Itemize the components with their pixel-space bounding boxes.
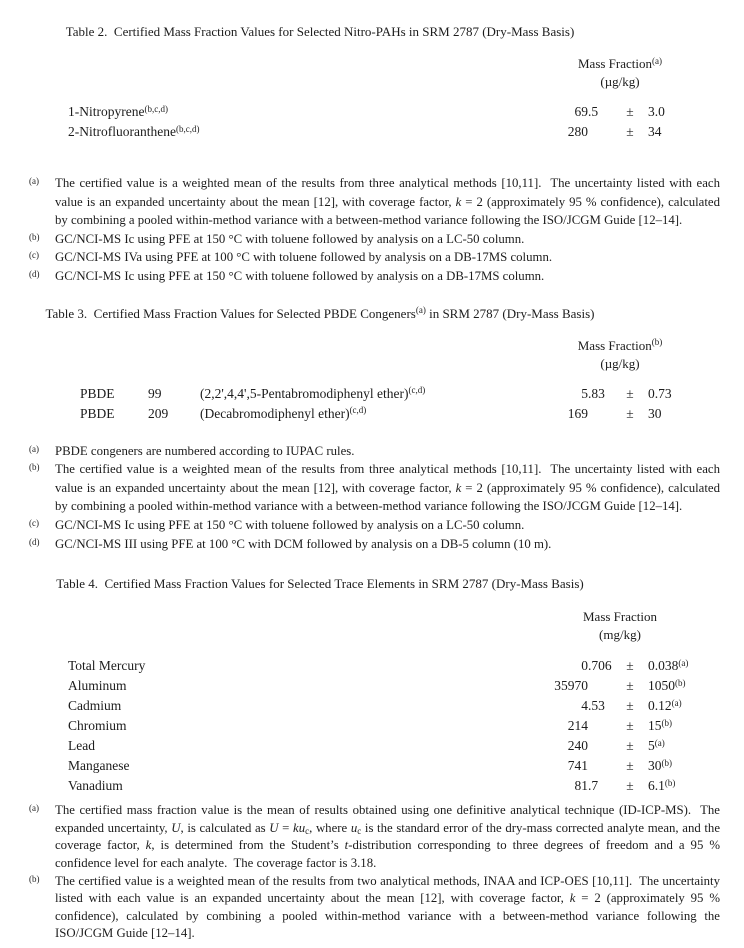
analyte-name — [68, 656, 532, 676]
table-4-section — [0, 574, 744, 943]
value-int: 69 — [574, 104, 588, 119]
uncertainty — [648, 716, 720, 736]
table-4-column-header — [0, 608, 744, 644]
analyte-name — [68, 676, 532, 696]
mass-fraction-label — [520, 55, 720, 73]
value-frac — [588, 676, 612, 696]
footnote — [0, 267, 744, 286]
table-row — [68, 756, 720, 776]
uncertainty-footnote-sup: (a) — [678, 657, 689, 668]
uncertainty-text: 5 — [648, 738, 655, 754]
analyte-text: Manganese — [68, 758, 130, 774]
plus-minus: ± — [626, 758, 634, 774]
footnote-text: The certified value is a weighted mean of the results from three analytical methods [10,11]. The uncertainty listed with each value is an expanded uncertainty about the mean [12], with coverage factor, k = 2 (approximately 95 % confidence), calculated by combining a pooled within-method variance with a between-method variance following the ISO/JCGM Guide [12–14]. — [55, 176, 720, 228]
table-2-section — [0, 0, 744, 286]
table-row — [68, 122, 720, 142]
analyte-name — [68, 122, 532, 142]
footnote — [0, 230, 744, 249]
header-text: Mass Fraction — [577, 56, 653, 71]
value-frac: .5 — [588, 104, 599, 119]
uncertainty — [648, 656, 720, 676]
analyte-text: Chromium — [68, 718, 127, 734]
footnote-marker: (a) — [29, 803, 39, 814]
footnote-text: GC/NCI-MS IVa using PFE at 100 °C with toluene followed by analysis on a DB-17MS column. — [55, 250, 553, 265]
analyte-text: Lead — [68, 738, 95, 754]
table-3-title: Table 3. Certified Mass Fraction Values for Selected PBDE Congeners$^{(a)}$ in SRM 2787 (Dry-Mass Basis) — [45, 305, 595, 321]
table-row — [68, 656, 720, 676]
table-3-column-header — [0, 337, 744, 373]
uncertainty-footnote-sup: (b) — [675, 677, 686, 688]
mass-fraction-header — [520, 337, 720, 373]
value-int: 280 — [567, 124, 588, 139]
table-row — [68, 676, 720, 696]
value-frac: .83 — [588, 385, 605, 401]
header-text: Mass Fraction — [577, 337, 652, 353]
table-4-title: Table 4. Certified Mass Fraction Values for Selected Trace Elements in SRM 2787 (Dry-Mass Basis) — [56, 576, 584, 592]
uncertainty-text: 30 — [648, 758, 662, 774]
uncertainty — [648, 122, 720, 142]
congener-prefix: PBDE — [80, 385, 115, 401]
plus-minus: ± — [626, 698, 634, 714]
analyte-name — [68, 776, 532, 796]
footnote-marker: (c) — [29, 250, 39, 261]
uncertainty — [648, 384, 720, 404]
table-4-footnotes — [0, 802, 744, 943]
value-int: 240 — [567, 738, 588, 754]
analyte-text: 1-Nitropyrene — [68, 104, 145, 119]
table-row — [68, 102, 720, 122]
header-footnote-sup: (a) — [652, 55, 663, 66]
analyte-text: Vanadium — [68, 778, 123, 794]
footnote — [0, 873, 744, 943]
footnote — [0, 535, 744, 554]
footnote — [0, 516, 744, 535]
uncertainty-text: 34 — [648, 124, 662, 139]
analyte-name — [68, 736, 532, 756]
uncertainty-text: 0.12 — [648, 698, 672, 714]
value-frac: .53 — [588, 698, 605, 714]
analyte-text: 2-Nitrofluoranthene — [68, 124, 176, 139]
footnote-marker: (b) — [29, 873, 40, 884]
footnote-marker: (b) — [29, 462, 40, 473]
table-2-title: Table 2. Certified Mass Fraction Values for Selected Nitro-PAHs in SRM 2787 (Dry-Mass Basis) — [65, 24, 575, 39]
footnote-marker: (d) — [29, 268, 40, 279]
value-int: 4 — [581, 698, 588, 714]
table-row — [68, 776, 720, 796]
footnote-marker: (a) — [29, 176, 39, 186]
analyte-footnote-sup: (c,d) — [408, 385, 426, 396]
uncertainty-footnote-sup: (a) — [671, 697, 682, 708]
analyte-text: (Decabromodiphenyl ether) — [200, 405, 350, 421]
value-frac — [588, 122, 612, 142]
plus-minus: ± — [626, 658, 634, 674]
footnote-text: The certified mass fraction value is the mean of results obtained using one definitive analytical technique (ID-ICP-MS). The expanded uncertainty, U, is calculated as $U = ku_c$, where $u_c$ is the standard error of the dry-mass corrected analyte mean, and the coverage factor, k, is determined from the Student’s t-distribution corresponding to three degrees of freedom and a 95 % confidence level for each analyte. The coverage factor is 3.18. — [55, 803, 721, 870]
value-int: 214 — [567, 718, 588, 734]
uncertainty — [648, 696, 720, 716]
table-4-rows — [68, 656, 720, 796]
analyte-name — [68, 716, 532, 736]
analyte-text: Cadmium — [68, 698, 122, 714]
uncertainty-text: 30 — [648, 405, 662, 421]
footnote-marker: (a) — [29, 443, 39, 454]
table-row — [68, 696, 720, 716]
footnote-text: PBDE congeners are numbered according to IUPAC rules. — [55, 443, 355, 458]
value-int: 81 — [574, 778, 588, 794]
uncertainty-text: 1050 — [648, 678, 675, 694]
uncertainty — [648, 676, 720, 696]
table-3-section — [0, 304, 744, 554]
footnote-text: The certified value is a weighted mean of the results from two analytical methods, INAA and ICP-OES [10,11]. The uncertainty listed with each value is an expanded uncertainty about the mean [12], with coverage factor, k = 2 (approximately 95 % confidence), calculated by combining a pooled within-method variance with a between-method variance following the ISO/JCGM Guide [12–14]. — [55, 873, 720, 941]
uncertainty — [648, 756, 720, 776]
footnote — [0, 174, 744, 230]
footnote-text: GC/NCI-MS Ic using PFE at 150 °C with toluene followed by analysis on a LC-50 column. — [55, 231, 525, 246]
footnote — [0, 248, 744, 267]
analyte-name — [68, 384, 532, 404]
footnote-text: GC/NCI-MS III using PFE at 100 °C with DCM followed by analysis on a DB-5 column (10 m). — [55, 536, 552, 551]
table-2-column-header — [0, 55, 744, 91]
footnote-text: GC/NCI-MS Ic using PFE at 150 °C with toluene followed by analysis on a LC-50 column. — [55, 517, 525, 532]
uncertainty-footnote-sup: (b) — [664, 777, 676, 788]
plus-minus: ± — [626, 738, 634, 754]
value-frac — [588, 736, 612, 756]
mass-fraction-header — [520, 55, 720, 91]
unit-label: (mg/kg) — [599, 627, 641, 643]
analyte-footnote-sup: (b,c,d) — [175, 123, 200, 134]
unit-label: (µg/kg) — [600, 74, 640, 89]
plus-minus: ± — [626, 778, 634, 794]
value-frac — [588, 404, 612, 424]
table-2-footnotes — [0, 174, 744, 286]
unit-label: (µg/kg) — [600, 355, 640, 371]
table-row — [68, 716, 720, 736]
value-frac — [588, 716, 612, 736]
plus-minus: ± — [626, 124, 634, 139]
value-frac — [588, 756, 612, 776]
uncertainty — [648, 776, 720, 796]
table-row — [68, 736, 720, 756]
analyte-text: Total Mercury — [68, 658, 146, 674]
value-frac: .7 — [588, 778, 599, 794]
uncertainty-text: 0.73 — [648, 385, 672, 401]
table-row — [68, 404, 720, 424]
plus-minus: ± — [626, 718, 634, 734]
footnote-text: GC/NCI-MS Ic using PFE at 150 °C with toluene followed by analysis on a DB-17MS column. — [55, 268, 545, 283]
plus-minus: ± — [626, 678, 634, 694]
analyte-footnote-sup: (b,c,d) — [144, 103, 168, 114]
value-int: 5 — [581, 385, 588, 401]
footnote-text: The certified value is a weighted mean of the results from three analytical methods [10,11]. The uncertainty listed with each value is an expanded uncertainty about the mean [12], with coverage factor, k = 2 (approximately 95 % confidence), calculated by combining a pooled within-method variance with a between-method variance following the ISO/JCGM Guide [12–14]. — [55, 462, 720, 514]
uncertainty — [648, 404, 720, 424]
value-frac: .706 — [588, 658, 612, 674]
plus-minus: ± — [626, 405, 634, 421]
footnote — [0, 460, 744, 516]
mass-fraction-header — [520, 608, 720, 644]
uncertainty — [648, 736, 720, 756]
table-3-footnotes — [0, 442, 744, 554]
uncertainty-text: 15 — [648, 718, 662, 734]
footnote — [0, 802, 744, 872]
uncertainty — [648, 102, 720, 122]
footnote-marker: (d) — [29, 536, 40, 547]
mass-fraction-label — [520, 337, 720, 355]
analyte-name — [68, 102, 532, 122]
footnote-marker: (b) — [29, 231, 40, 242]
plus-minus: ± — [626, 385, 634, 401]
footnote-marker: (c) — [29, 517, 39, 528]
analyte-text: (2,2',4,4',5-Pentabromodiphenyl ether) — [200, 385, 409, 401]
table-row — [68, 384, 720, 404]
value-int: 169 — [567, 405, 588, 421]
uncertainty-footnote-sup: (a) — [654, 737, 665, 748]
table-2-rows — [68, 102, 720, 142]
analyte-text: Aluminum — [68, 678, 127, 694]
table-3-rows — [68, 384, 720, 424]
header-text: Mass Fraction — [582, 609, 658, 625]
analyte-name — [68, 756, 532, 776]
mass-fraction-label — [520, 608, 720, 626]
congener-number: 209 — [148, 405, 169, 421]
value-int: 0 — [581, 658, 588, 674]
uncertainty-footnote-sup: (b) — [661, 757, 672, 768]
header-footnote-sup: (b) — [651, 337, 663, 348]
plus-minus: ± — [626, 104, 634, 119]
uncertainty-text: 3.0 — [648, 104, 665, 119]
analyte-footnote-sup: (c,d) — [349, 405, 367, 416]
uncertainty-text: 0.038 — [648, 658, 679, 674]
congener-prefix: PBDE — [80, 405, 115, 421]
uncertainty-text: 6.1 — [648, 778, 665, 794]
value-int: 35970 — [554, 678, 588, 694]
analyte-name — [68, 404, 532, 424]
uncertainty-footnote-sup: (b) — [661, 717, 672, 728]
congener-number: 99 — [148, 385, 162, 401]
analyte-name — [68, 696, 532, 716]
footnote — [0, 442, 744, 461]
value-int: 741 — [567, 758, 588, 774]
